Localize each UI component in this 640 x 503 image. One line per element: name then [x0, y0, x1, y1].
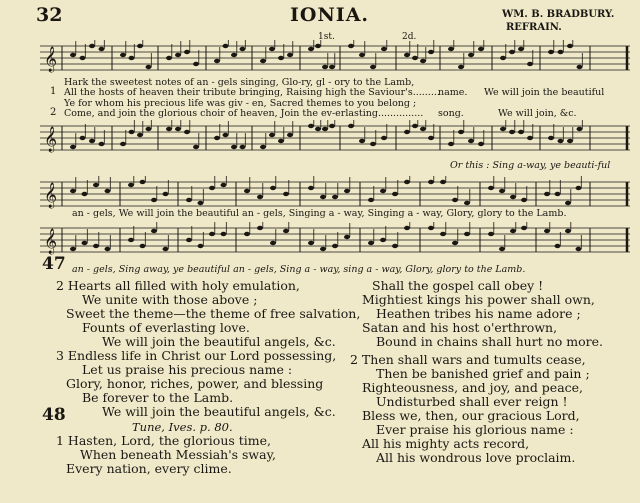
verse-line: Let us praise his precious name : [82, 362, 293, 377]
note-head [332, 195, 338, 199]
note-head [510, 229, 516, 233]
note-head [468, 139, 474, 143]
note-head [231, 53, 237, 57]
note-head [404, 53, 410, 57]
note-head [240, 145, 246, 149]
note-head [140, 244, 146, 248]
note-head [257, 226, 263, 230]
note-head [320, 247, 326, 251]
note-head [308, 241, 314, 245]
note-head [440, 180, 446, 184]
hymn-title: IONIA. [290, 4, 370, 26]
note-head [151, 198, 157, 202]
note-head [458, 65, 464, 69]
note-head [527, 136, 533, 140]
refrain-line: We will join the beautiful angels, &c. [102, 334, 336, 349]
note-head [175, 127, 181, 131]
note-head [500, 56, 506, 60]
composer [502, 8, 614, 34]
verse-line: 2 Hearts all filled with holy emulation, [56, 278, 300, 293]
note-head [420, 127, 426, 131]
note-head [488, 186, 494, 190]
note-head [128, 183, 134, 187]
note-head [166, 56, 172, 60]
volta-1: 1st. [318, 32, 335, 42]
volta-2: 2d. [402, 32, 417, 42]
verse-line: Sweet the theme—the theme of free salvation, [66, 306, 361, 321]
note-head [128, 238, 134, 242]
note-head [322, 65, 328, 69]
note-head [428, 180, 434, 184]
note-head [392, 192, 398, 196]
verse-line: Shall the gospel call obey ! [372, 278, 544, 293]
music-staff-bass-2 [0, 222, 640, 260]
note-head [89, 44, 95, 48]
verse-line: 1 Hasten, Lord, the glorious time, [56, 433, 272, 448]
lyric-verse2-line1: Ye for whom his precious life was giv - en, Sacred themes to you belong ; [64, 98, 417, 109]
note-head [555, 192, 561, 196]
note-head [322, 127, 328, 131]
note-head [509, 50, 515, 54]
note-head [478, 142, 484, 146]
note-head [278, 56, 284, 60]
note-head [244, 189, 250, 193]
note-head [70, 247, 76, 251]
note-head [221, 183, 227, 187]
note-head [577, 127, 583, 131]
note-head [223, 44, 229, 48]
note-head [518, 130, 524, 134]
note-head [163, 247, 169, 251]
music-staff-bass-1 [0, 120, 640, 158]
note-head [518, 47, 524, 51]
note-head [151, 229, 157, 233]
note-head [129, 130, 135, 134]
verse-line: Glory, honor, riches, power, and blessing [66, 376, 324, 391]
note-head [315, 44, 321, 48]
note-head [567, 44, 573, 48]
note-head [315, 127, 321, 131]
verse-line: Bless we, then, our gracious Lord, [362, 408, 580, 423]
note-head [558, 139, 564, 143]
verse-line: Every nation, every clime. [66, 461, 232, 476]
note-head [70, 53, 76, 57]
note-head [428, 136, 434, 140]
lyric-verse1-line2: All the hosts of heaven their tribute bringing, Raising high the Saviour's......... [64, 87, 440, 98]
note-head [412, 124, 418, 128]
note-head [521, 226, 527, 230]
note-head [448, 47, 454, 51]
note-head [120, 142, 126, 146]
note-head [214, 59, 220, 63]
note-head [500, 127, 506, 131]
note-head [146, 127, 152, 131]
note-head [359, 139, 365, 143]
ending-word-2: song. [438, 108, 464, 119]
note-head [370, 142, 376, 146]
hymn-number-47: 47 [42, 254, 66, 274]
note-head [452, 198, 458, 202]
hymn-number-48: 48 [42, 405, 66, 425]
note-head [499, 247, 505, 251]
note-head [223, 133, 229, 137]
note-head [404, 226, 410, 230]
note-head [464, 232, 470, 236]
note-head [193, 145, 199, 149]
note-head [565, 229, 571, 233]
note-head [270, 186, 276, 190]
note-head [175, 53, 181, 57]
note-head [468, 53, 474, 57]
note-head [120, 53, 126, 57]
refrain-text-2: We will join, &c. [498, 108, 577, 119]
note-head [260, 59, 266, 63]
note-head [186, 198, 192, 202]
clef-icon: 𝄞 [44, 183, 58, 208]
note-head [137, 133, 143, 137]
refrain-label: REFRAIN. [506, 22, 562, 33]
note-head [577, 65, 583, 69]
note-head [308, 47, 314, 51]
verse-line: 3 Endless life in Christ our Lord possessing, [56, 348, 337, 363]
note-head [510, 195, 516, 199]
note-head [404, 130, 410, 134]
lyric-system2-top: an - gels, We will join the beautiful an - gels, Singing a - way, Singing a - way, Glory, glory to the Lamb. [72, 208, 567, 219]
note-head [576, 186, 582, 190]
note-head [278, 139, 284, 143]
lyric-verse2-line2: Come, and join the glorious choir of heaven, Join the ev-erlasting............... [64, 108, 424, 119]
note-head [231, 145, 237, 149]
note-head [440, 232, 446, 236]
note-head [70, 145, 76, 149]
note-head [80, 56, 86, 60]
page-number: 32 [36, 4, 63, 26]
note-head [82, 241, 88, 245]
refrain-line: We will join the beautiful angels, &c. [102, 404, 336, 419]
note-head [70, 189, 76, 193]
note-head [359, 53, 365, 57]
note-head [329, 65, 335, 69]
note-head [163, 192, 169, 196]
note-head [555, 244, 561, 248]
note-head [464, 201, 470, 205]
note-head [93, 244, 99, 248]
note-head [198, 244, 204, 248]
note-head [565, 201, 571, 205]
note-head [287, 133, 293, 137]
note-head [488, 232, 494, 236]
verse-line: Be forever to the Lamb. [82, 390, 234, 405]
note-head [240, 47, 246, 51]
note-head [448, 142, 454, 146]
note-head [392, 244, 398, 248]
note-head [412, 56, 418, 60]
note-head [269, 133, 275, 137]
note-head [166, 127, 172, 131]
note-head [452, 241, 458, 245]
note-head [509, 130, 515, 134]
note-head [99, 47, 105, 51]
note-head [428, 226, 434, 230]
note-head [260, 145, 266, 149]
note-head [308, 186, 314, 190]
verse-line: All his wondrous love proclaim. [376, 450, 576, 465]
music-staff-treble-1 [0, 40, 640, 78]
note-head [140, 180, 146, 184]
verse-line: Righteousness, and joy, and peace, [362, 380, 584, 395]
note-head [521, 198, 527, 202]
verse-line: Bound in chains shall hurt no more. [376, 334, 603, 349]
note-head [329, 124, 335, 128]
note-head [348, 124, 354, 128]
note-head [420, 59, 426, 63]
note-head [209, 186, 215, 190]
note-head [186, 238, 192, 242]
clef-icon: 𝄞 [44, 127, 58, 152]
note-head [458, 130, 464, 134]
note-head [368, 241, 374, 245]
alternate-refrain: Or this : Sing a-way, ye beauti-ful [450, 160, 611, 171]
lyric-verse1-line1: Hark the sweetest notes of an - gels singing, Glo-ry, gl - ory to the Lamb, [64, 77, 415, 88]
note-head [270, 241, 276, 245]
note-head [82, 192, 88, 196]
verse-line: Undisturbed shall ever reign ! [376, 394, 568, 409]
note-head [283, 229, 289, 233]
note-head [344, 235, 350, 239]
note-head [244, 232, 250, 236]
note-head [368, 198, 374, 202]
note-head [380, 189, 386, 193]
note-head [548, 50, 554, 54]
note-head [221, 232, 227, 236]
note-head [209, 232, 215, 236]
verse-line: When beneath Messiah's sway, [80, 447, 276, 462]
note-head [344, 189, 350, 193]
verse-line: Ever praise his glorious name : [376, 422, 574, 437]
note-head [558, 50, 564, 54]
verse-line: We unite with those above ; [82, 292, 258, 307]
verse-number-2: 2 [50, 107, 57, 118]
note-head [370, 65, 376, 69]
verse-line: 2 Then shall wars and tumults cease, [350, 352, 586, 367]
verse-number-1: 1 [50, 86, 57, 97]
note-head [93, 183, 99, 187]
note-head [428, 50, 434, 54]
note-head [381, 136, 387, 140]
composer-name: WM. B. BRADBURY. [502, 9, 615, 20]
note-head [348, 44, 354, 48]
note-head [137, 44, 143, 48]
note-head [105, 247, 111, 251]
clef-icon: 𝄞 [44, 229, 58, 254]
note-head [320, 195, 326, 199]
note-head [129, 56, 135, 60]
note-head [527, 62, 533, 66]
clef-icon: 𝄞 [44, 47, 58, 72]
lyric-system2-bottom: an - gels, Sing away, ye beautiful an - gels, Sing a - way, sing a - way, Glory, glory to the Lamb. [72, 264, 526, 275]
note-head [257, 195, 263, 199]
note-head [499, 189, 505, 193]
note-head [184, 130, 190, 134]
verse-line: Satan and his host o'erthrown, [362, 320, 558, 335]
note-head [287, 53, 293, 57]
note-head [283, 192, 289, 196]
note-head [193, 62, 199, 66]
note-head [544, 229, 550, 233]
note-head [548, 136, 554, 140]
note-head [89, 139, 95, 143]
verse-line: Founts of everlasting love. [82, 320, 250, 335]
note-head [404, 180, 410, 184]
note-head [184, 50, 190, 54]
note-head [576, 247, 582, 251]
ending-word-1: name. [438, 87, 468, 98]
note-head [146, 65, 152, 69]
note-head [214, 136, 220, 140]
refrain-text-1: We will join the beautiful [484, 87, 605, 98]
note-head [478, 47, 484, 51]
tune-reference: Tune, Ives. p. 80. [132, 420, 233, 434]
verse-line: Heathen tribes his name adore ; [376, 306, 581, 321]
note-head [380, 238, 386, 242]
note-head [99, 142, 105, 146]
note-head [269, 47, 275, 51]
verse-line: Then be banished grief and pain ; [376, 366, 590, 381]
note-head [567, 139, 573, 143]
note-head [308, 124, 314, 128]
verse-line: Mightiest kings his power shall own, [362, 292, 595, 307]
note-head [381, 47, 387, 51]
note-head [544, 192, 550, 196]
note-head [198, 201, 204, 205]
note-head [105, 189, 111, 193]
note-head [332, 244, 338, 248]
note-head [80, 136, 86, 140]
verse-line: All his mighty acts record, [362, 436, 530, 451]
